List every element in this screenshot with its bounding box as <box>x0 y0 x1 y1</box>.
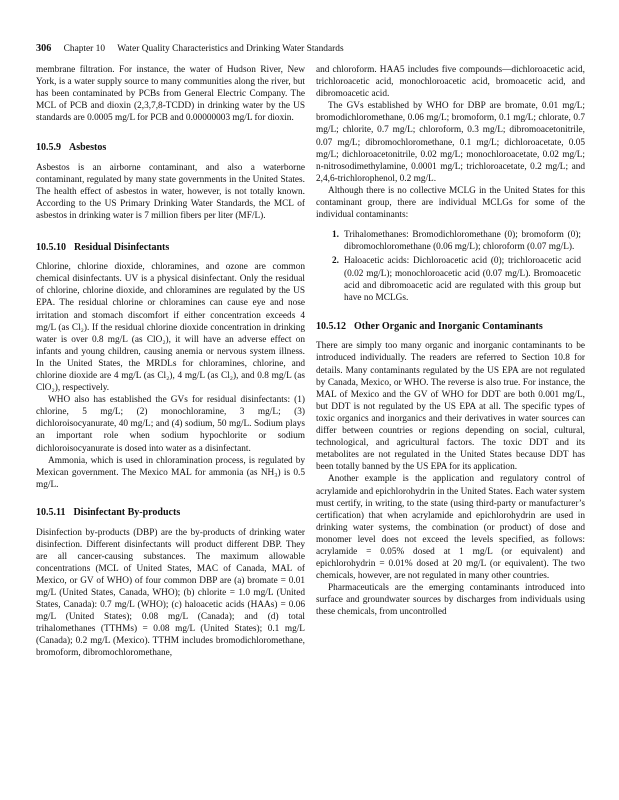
paragraph-intro: membrane filtration. For instance, the water of Hudson River, New York, is a water supply source to many communities along the river, but has been contaminated by PCBs from General Electric Company. The MCL of PCB and dioxin (2,3,7,8-TCDD) in drinking water by the US standards are 0.0005 mg/L for PCB and 0.00000003 mg/L for dioxin. <box>36 65 305 124</box>
list-text: Haloacetic acids: Dichloroacetic acid (0); trichloroacetic acid (0.02 mg/L); monochloroacetic acid (0.07 mg/L). Bromoacetic acid and dibromoacetic acid are regulated with this group but have no MCLGs. <box>344 256 581 303</box>
section-number: 10.5.9 <box>36 142 61 154</box>
chapter-label: Chapter 10 <box>63 44 106 54</box>
section-title: Other Organic and Inorganic Contaminants <box>354 320 543 332</box>
paragraph: WHO also has established the GVs for residual disinfectants: (1) chlorine, 5 mg/L; (2) monochloramine, 3 mg/L; (3) dichloroisocyanurate, 40 mg/L; and (4) sodium, 50 mg/L. Sodium plays an important role when sodium hypochlorite or sodium dichloroisocyanurate is dosed into water as a disinfectant. <box>36 395 305 454</box>
paragraph: Although there is no collective MCLG in the United States for this contaminant group, there are individual MCLGs for some of the individual contaminants: <box>316 185 585 221</box>
section-heading-other-contaminants <box>316 321 585 334</box>
list-number: 2. <box>332 256 339 267</box>
list-number: 1. <box>332 230 339 241</box>
paragraph: Another example is the application and regulatory control of acrylamide and epichlorohydrin in the United States. Each water system must certify, in writing, to the state (using third-party or manufacturer’s certification) that when acrylamide and epichlorohydrin are used in drinking water systems, the combination (or product) of dose and monomer level does not exceed the levels specified, as follows: acrylamide = 0.05% dosed at 1 mg/L (or equivalent) and epichlorohydrin = 0.01% dosed at 20 mg/L (or equivalent). The two chemicals, however, are not regulated in many other countries. <box>316 474 585 582</box>
paragraph: Chlorine, chlorine dioxide, chloramines, and ozone are common chemical disinfectants. UV is a physical disinfectant. Only the residual of chlorine, chlorine dioxide, and chloramines are regulated by the US EPA. The residual chlorine or chloramines can cause eye and nose irritation and stomach discomfort if either concentration exceeds 4 mg/L (as Cl₂). If the residual chlorine dioxide concentration in drinking water is over 0.8 mg/L (as ClO₂), it will have an adverse effect on infants and young children, causing anemia or nervous system illness. In the United States, the MRDLs for chloramines, chlorine, and chlorine dioxide are 4 mg/L (as Cl₂), 4 mg/L (as Cl₂), and 0.8 mg/L (as ClO₂), respectively. <box>36 262 305 394</box>
list-text: Trihalomethanes: Bromodichloromethane (0); bromoform (0); dibromochloromethane (0.06 mg/L); chloroform (0.07 mg/L). <box>344 230 581 253</box>
page-header <box>36 43 586 57</box>
paragraph: Ammonia, which is used in chloramination process, is regulated by Mexican government. The Mexico MAL for ammonia (as NH₃) is 0.5 mg/L. <box>36 455 305 490</box>
paragraph: There are simply too many organic and inorganic contaminants to be introduced individually. The readers are referred to Section 10.8 for details. Many contaminants regulated by the US EPA are not regulated by Canada, Mexico, or WHO. The reverse is also true. For instance, the MAL of Mexico and the GV of WHO for DDT are both 0.001 mg/L, but DDT is not regulated by the US EPA at all. The specific types of toxic organics and inorganics and their derivatives in water sources can differ between countries or regions depending on social, cultural, technological, and agricultural factors. The toxic DDT and its metabolites are not regulated in the United States because DDT has been totally banned by the US EPA for its application. <box>316 341 585 473</box>
paragraph: Pharmaceuticals are the emerging contaminants introduced into surface and groundwater sources by discharges from individuals using these chemicals, from uncontrolled <box>316 583 585 618</box>
section-title: Residual Disinfectants <box>74 241 170 253</box>
left-column <box>36 64 305 779</box>
paragraph: Asbestos is an airborne contaminant, and also a waterborne contaminant, regulated by many state governments in the United States. The health effect of asbestos in water, however, is not totally known. According to the US Primary Drinking Water Standards, the MCL of asbestos in drinking water is 7 million fibers per liter (MF/L). <box>36 163 305 222</box>
list-item <box>316 255 585 303</box>
paragraph: The GVs established by WHO for DBP are bromate, 0.01 mg/L; bromodichloromethane, 0.06 mg/L; bromoform, 0.1 mg/L; chlorate, 0.7 mg/L; chlorite, 0.7 mg/L; chloroform, 0.3 mg/L; dibromoacetonitrile, 0.07 mg/L; dibromochloromethane, 0.1 mg/L; dichloroacetate, 0.05 mg/L; dichloroacetonitrile, 0.02 mg/L; monochloroacetate, 0.02 mg/L; n-nitrosodimethylamine, 0.0001 mg/L; trichloroacetate, 0.2 mg/L; and 2,4,6-trichlorophenol, 0.2 mg/L. <box>316 101 585 184</box>
running-title: Water Quality Characteristics and Drinking Water Standards <box>117 44 344 54</box>
section-heading-disinfectant-by-products <box>36 507 305 520</box>
page-number: 306 <box>36 43 52 54</box>
paragraph: and chloroform. HAA5 includes five compounds—dichloroacetic acid, trichloroacetic acid, monochloroacetic acid, bromoacetic acid, and dibromoacetic acid. <box>316 65 585 100</box>
section-title: Asbestos <box>69 142 107 154</box>
section-heading-asbestos <box>36 142 305 155</box>
right-column <box>316 64 585 779</box>
mclg-list <box>316 229 585 304</box>
section-number: 10.5.11 <box>36 506 66 518</box>
section-number: 10.5.12 <box>316 320 346 332</box>
section-title: Disinfectant By-products <box>73 506 181 518</box>
list-item <box>316 229 585 253</box>
section-heading-residual-disinfectants <box>36 242 305 255</box>
paragraph: Disinfection by-products (DBP) are the by-products of drinking water disinfection. Different disinfectants will product different DBP. They are all cancer-causing substances. The maximum allowable concentrations (MCL of United States, MAC of Canada, MAL of Mexico, or GV of WHO) of four common DBP are (a) bromate = 0.01 mg/L (United States, Canada, WHO); (b) chlorite = 1.0 mg/L (United States, Canada): 0.7 mg/L (WHO); (c) haloacetic acids (HAAs) = 0.06 mg/L (United States); 0.08 mg/L (Canada); and (d) total trihalomethanes (TTHMs) = 0.08 mg/L (United States); 0.1 mg/L (Canada); 0.2 mg/L (Mexico). TTHM includes bromodichloromethane, bromoform, dibromochloromethane, <box>36 527 305 659</box>
section-number: 10.5.10 <box>36 241 66 253</box>
